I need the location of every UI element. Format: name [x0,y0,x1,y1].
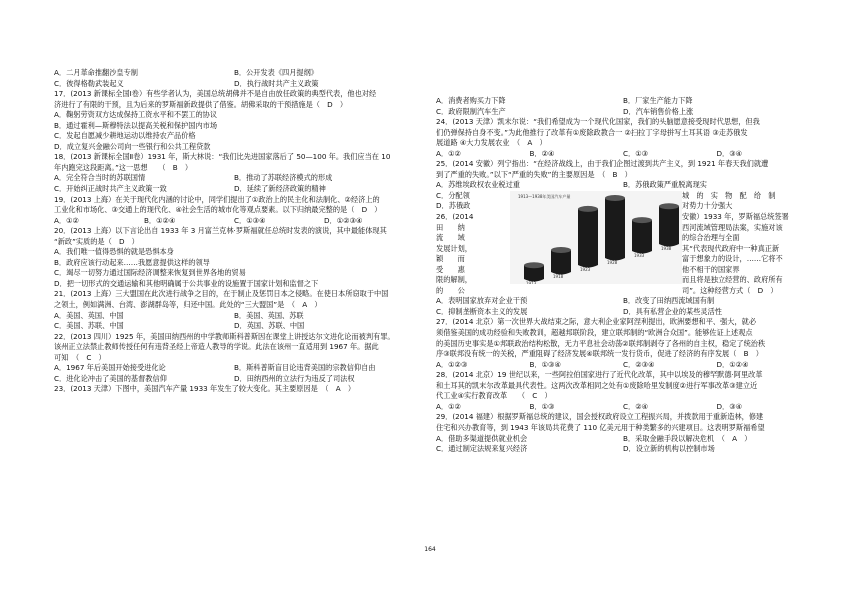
wrap-text-left [436,191,510,296]
answer-option: A．1967 年后美国开始接受进化论 [54,363,166,373]
wrapped-text-line: 流 域 [436,233,465,243]
wrapped-text-line: 发展计划， [436,243,472,253]
answer-option: A．①② [436,401,461,411]
question-text-line: 25．(2014 安徽）列宁指出：“在经济战线上，由于我们企图过渡到共产主义，到 1921 年春天我们就遭 [436,159,769,169]
question-text-line: 住宅和兴办教育等，到 1943 年该局共花费了 110 亿美元用于种类繁多的兴建项目。这表明罗斯福希望 [436,422,765,432]
answer-option: C．②④ [623,401,649,411]
answer-option: B．①③④ [529,359,561,369]
wrapped-text-line: C．分配领 [436,190,470,200]
wrapped-text-line: 对势力十分强大 [682,201,733,211]
answer-option: D．田纳西州的立法行为违反了司法权 [234,373,355,383]
answer-option: B．采取金融手段以解决危机 （ A ） [623,433,752,443]
answer-options-row [436,107,810,118]
answer-options-row [54,374,414,385]
question-text-line: 展道路 ④大力发展农业 （ A ） [436,138,547,148]
question-text-line: 们仍弹保持自身不变。”为此他推行了改革有①废除政教合一 ②扫拉丁字母拼写土耳其语 ③走苏俄发 [436,127,748,137]
chart-bar [551,247,571,274]
wrapped-text-line: 其“代表现代政府中一种真正新 [682,243,780,253]
answer-option: D．汽车销售价格上涨 [623,106,694,116]
question-text-line: 20．(2013 上海）以下言论出自 1933 年 3 月富兰克林·罗斯福就任总统时发表的演说，其中最能体现其 [54,226,387,236]
answer-option: C．开始纠正战时共产主义政策一致 [54,184,167,194]
answer-option: B．美国、英国、苏联 [234,310,304,320]
question-text-line: 年内跑完这段距离。”这一思想 （ B ） [54,162,193,172]
answer-option: C．抑制垄断资本主义的发展 [436,306,528,316]
answer-options-row [436,402,810,413]
answer-option: A．表明国家放弃对企业干预 [436,296,528,306]
answer-options-row [436,360,810,371]
answer-option: A．①② [436,148,461,158]
answer-option: B．苏俄政策严重脱离现实 [623,180,707,190]
answer-options-row [436,149,810,160]
wrapped-text-line: 受 惠 [436,264,465,274]
answer-option: D．具有私营企业的某些灵活性 [623,306,722,316]
answer-option: A．消费者购买力下降 [436,96,506,105]
chart-bar [632,217,652,253]
answer-options-row [54,321,414,332]
answer-option: B．斯科普斯盲目论违背美国的宗教信仰自由 [234,363,376,373]
wrapped-text-line: 司”。这种经营方式（ D ） [682,285,778,295]
car-production-chart [510,191,682,284]
answer-option: C．美国、苏联、中国 [54,321,124,331]
wrapped-text-line: 限的解制， [436,275,472,285]
question-text-line: 和土耳其的凯末尔改革最具代表性。这两次改革相同之处有①废除哈里发制度②进行军事改革③建立近 [436,380,758,390]
right-column [436,96,810,455]
question-25-26-wrap [436,191,810,296]
wrapped-text-line: 安徽）1933 年，罗斯福总统签署 [682,212,789,222]
question-text-line: 23．(2013 天津）下图中，美国汽车产量 1933 年发生了较大变化。其主要原因是 （ A ） [54,384,356,394]
answer-option: A．完全符合当时的苏联国情 [54,173,146,183]
question-text-line: 18．(2013 新课标全国Ⅱ卷）1931 年，斯大林说：“我们比先进国家落后了 50—100 年。我们应当在 10 [54,152,391,162]
answer-option: B．厂家生产能力下降 [623,96,693,105]
question-text-line: 该州正立法禁止教师传授任何有违背圣经上帝造人教导的学说。此法在该州一直适用到 1967 年。据此 [54,342,379,352]
answer-options-row [54,216,414,227]
answer-option: A．二月革命推翻沙皇专制 [54,68,138,77]
answer-option: A．苏维埃政权农业税过重 [436,180,520,190]
question-text-line: C．发起自愿减少耕地运动以维持农产品价格 [54,131,196,141]
right-column-bottom [436,296,810,454]
answer-options-row [54,68,414,79]
wrapped-text-line: D．苏俄政 [436,201,471,211]
question-text-line: 17．(2013 新课标全国Ⅰ卷）有些学者认为，美国总统胡佛并不是自由放任政策的典型代表，他也对经 [54,89,377,99]
right-column-top [436,96,810,191]
question-text-line: 21．(2013 上海）三大盟国在此次进行战争之目的，在于制止及惩罚日本之侵略。在使日本所窃取于中国 [54,289,389,299]
wrapped-text-line: 26．(2014 [436,212,474,222]
answer-option: C．通过制定法规来复兴经济 [436,444,528,454]
answer-options-row [436,180,810,191]
question-text-line: 27．(2014 北京）第一次世界大战结束之际，意大利企业家阿涅利提出，欧洲要想和平、强大，就必 [436,317,757,327]
answer-option: B．①③ [529,401,555,411]
question-text-line: A．我们唯一值得恐惧的就是恐惧本身 [54,247,174,257]
answer-option: D．③④ [716,148,743,158]
answer-option: D．③④ [716,401,743,411]
chart-year-label: 1938 [661,245,672,251]
question-text-line: B．通过霍利—斯穆特法以提高关税和保护国内市场 [54,120,218,130]
question-text-line: 济进行了有限的干预，且为后来的罗斯福新政提供了借鉴。胡佛采取的干预措施是（ D ） [54,99,348,109]
answer-option: C．政府限制汽车生产 [436,106,506,116]
wrapped-text-line: 田 纳 [436,222,465,232]
chart-svg [510,191,682,284]
answer-option: D．延续了新经济政策的精神 [234,184,326,194]
question-text-line: A．鞠躬劳资双方达成保持工资水平和不罢工的协议 [54,110,218,120]
wrapped-text-line: 城 的 实 物 配 给 制 [682,190,776,200]
answer-options-row [54,311,414,322]
question-text-line: 序③联邦没有统一的关税，严重阻碍了经济发展④联邦统一发行货币，促进了经济的有序发展（ B ） [436,349,763,359]
answer-option: C．彼得格勒武装起义 [54,78,124,88]
question-text-line: 29．(2014 福建）根据罗斯福总统的建议，国会授权政府设立工程振兴局，并拨款用于重新造林，修建 [436,412,764,422]
chart-year-label: 1928 [607,259,618,265]
answer-option: A．美国、英国、中国 [54,310,124,320]
chart-bar [605,195,625,261]
question-text-line: 24．(2013 天津）凯末尔说：“我们希望成为一个现代化国家，我们的头脑愿意接受现时代思想，但我 [436,117,760,127]
chart-bar [659,203,679,246]
question-text-line: D．把一切形式的交通运输和其他明确属于公共事业的设施置于国家计划和监督之下 [54,278,319,288]
chart-year-label: 1913 [526,280,537,284]
answer-option: C．②③④ [623,359,655,369]
answer-option: A．①②③ [436,359,468,369]
answer-options-row [436,444,810,455]
question-text-line: 须借鉴美国的成功经验和失败教训，超越邦联阶段，建立联邦制的“欧洲合众国”。能够佐证上述观点 [436,328,753,338]
chart-year-label: 1918 [553,273,564,279]
answer-option: B．①②④ [144,215,176,225]
chart-year-label: 1923 [580,266,591,272]
answer-options-row [54,184,414,195]
wrapped-text-line: 而且将是独立经营的、政府所有 [682,275,783,285]
question-text-line: D．成立复兴金融公司向一些银行和公共工程贷款 [54,141,211,151]
question-text-line: 代工业④实行教育改革 （ C ） [436,391,552,401]
chart-bar [524,262,544,281]
question-text-line: 19．(2013 上海）在关于现代化内涵的讨论中，同学们提出了①政治上的民主化和法制化、②经济上的 [54,194,380,204]
answer-options-row [436,96,810,107]
answer-option: B．推动了苏联经济模式的形成 [234,173,333,183]
wrapped-text-line: 的综合治理与全面 [682,233,740,243]
question-text-line: B．政府应该行动起来……我愿意提供这样的领导 [54,257,210,267]
answer-option: B．②④ [529,148,555,158]
answer-options-row [436,434,810,445]
answer-option: B．改变了田纳西流域国有制 [623,296,715,306]
wrapped-text-line: 的 公 [436,285,465,295]
answer-options-row [54,79,414,90]
answer-option: C．①③ [623,148,649,158]
question-text-line: 28．(2014 北京）19 世纪以来，一些阿拉伯国家进行了近代化改革，其中以埃及的穆罕默德·阿里改革 [436,370,763,380]
chart-year-label: 1933 [634,252,645,258]
answer-options-row [436,307,810,318]
question-text-line: 之领土，例如满洲、台湾、澎湖群岛等，归还中国。此处的“三大盟国”是 （ A ） [54,300,322,310]
answer-option: A．①② [54,215,79,225]
question-text-line: C．竭尽一切努力通过国际经济调整来恢复到世界各地的贸易 [54,268,246,278]
answer-option: A．借助多渠道提供就业机会 [436,433,528,443]
wrapped-text-line: 富于想象力的设计，……它将不 [682,254,783,264]
answer-option: D．英国、苏联、中国 [234,321,305,331]
wrap-text-right [682,191,810,296]
question-text-line: 到了严重的失败。”以下“严重的失败”的主要原因是 （ B ） [436,169,632,179]
chart-title: 1913—1938年美国汽车产量 [518,193,571,199]
answer-option: D．执行战时共产主义政策 [234,78,319,88]
answer-option: D．①②④ [716,359,749,369]
question-text-line: 工业化和市场化、③交通上的现代化、④社会生活的城市化等观点要素。以下归纳最完整的是（ D ） [54,205,382,215]
question-text-line: 可知 （ C ） [54,352,106,362]
wrapped-text-line: 他不相干的国家界 [682,264,740,274]
question-text-line: 的美国历史事实是①邦联政治结构松散，无力平息社会动荡②联邦制剥夺了各州的自主权，稳定了统治秩 [436,338,766,348]
wrapped-text-line: 颖 而 [436,254,465,264]
answer-option: B．公开发表《四月提纲》 [234,68,318,77]
answer-options-row [54,363,414,374]
left-column [54,68,414,395]
answer-option: D．设立新的机构以控制市场 [623,444,715,454]
question-text-line: “新政”实质的是（ D ） [54,236,139,246]
answer-options-row [54,173,414,184]
answer-option: C．进化论冲击了美国的基督教信仰 [54,373,167,383]
answer-option: C．①③④ [234,215,266,225]
answer-option: D．①②③④ [324,215,363,225]
answer-options-row [436,296,810,307]
question-text-line: 22．(2013 四川）1925 年，美国田纳西州的中学教师斯科普斯因在课堂上讲授达尔文进化论而被判有罪。 [54,331,395,341]
page-number: 164 [424,546,436,553]
wrapped-text-line: 西河流域管理局法案，实施对该 [682,222,783,232]
chart-bar [578,206,598,268]
